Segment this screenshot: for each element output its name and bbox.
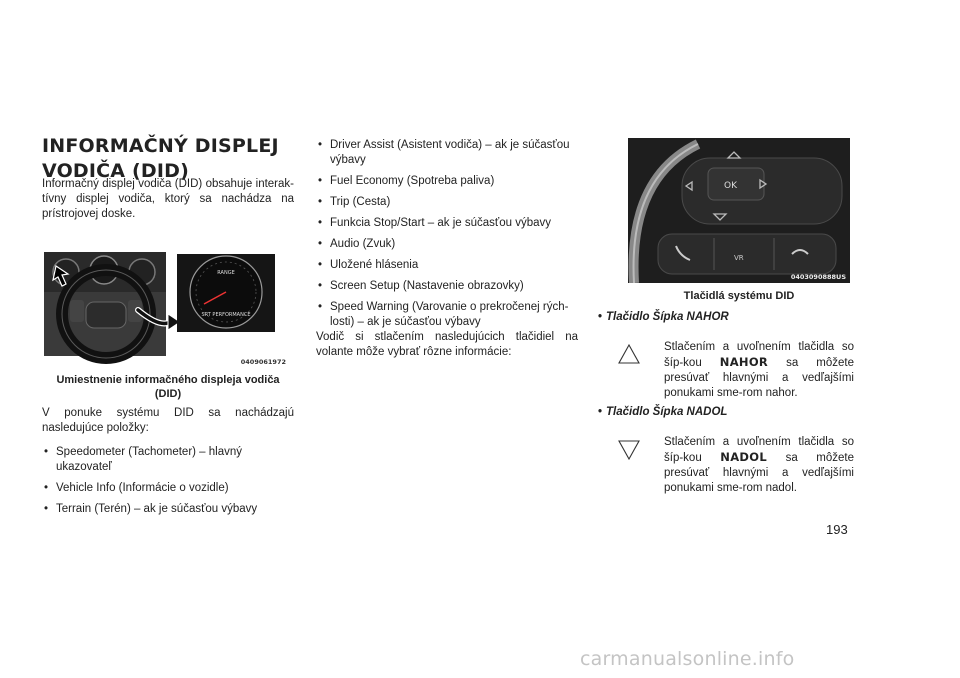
button-down-description: Stlačením a uvoľnením tlačidla so šíp-kou NADOL sa môžete presúvať hlavnými a vedľajšími ponukami sme-rom nadol.	[664, 435, 854, 494]
gauge-performance-text: SRT PERFORMANCE	[201, 312, 251, 318]
button-up-keyword: NAHOR	[719, 354, 769, 369]
list-item: • Fuel Economy (Spotreba paliva)	[316, 174, 578, 189]
list-item: • Vehicle Info (Informácie o vozidle)	[42, 481, 294, 496]
button-down-heading: • Tlačidlo Šípka NADOL	[598, 406, 728, 418]
button-down-keyword: NADOL	[720, 449, 767, 464]
did-figure-caption: Umiestnenie informačného displeja vodiča (DID)	[56, 374, 280, 400]
wheel-figure-code: 0403090888US	[790, 273, 846, 281]
list-item: • Terrain (Terén) – ak je súčasťou výbavy	[42, 502, 294, 517]
menu-list-mid	[316, 138, 578, 336]
button-up-heading: • Tlačidlo Šípka NAHOR	[598, 311, 729, 323]
page-title-line-2: VODIČA (DID)	[42, 160, 190, 182]
list-item: • Speedometer (Tachometer) – hlavný ukazovateľ	[42, 445, 294, 475]
ok-button-label: OK	[724, 181, 737, 191]
button-up-title: Tlačidlo Šípka NAHOR	[606, 311, 729, 323]
arrow-up-icon	[618, 344, 640, 364]
list-item: • Driver Assist (Asistent vodiča) – ak je súčasťou výbavy	[316, 138, 578, 168]
menu-list-left	[42, 445, 294, 523]
watermark: carmanualsonline.info	[580, 648, 795, 670]
list-item: • Uložené hlásenia	[316, 258, 578, 273]
button-down-title: Tlačidlo Šípka NADOL	[606, 406, 728, 418]
did-figure-code: 0409061972	[240, 358, 286, 366]
wheel-figure-caption: Tlačidlá systému DID	[683, 290, 795, 302]
selection-paragraph: Vodič si stlačením nasledujúcich tlačidiel na volante môže vybrať rôzne informácie:	[316, 331, 578, 358]
intro-paragraph: Informačný displej vodiča (DID) obsahuje interak-tívny displej vodiča, ktorý sa nachádza na prístrojovej doske.	[42, 178, 294, 220]
page-number: 193	[826, 522, 848, 537]
list-item: • Audio (Zvuk)	[316, 237, 578, 252]
vr-button-label: VR	[734, 254, 744, 262]
button-up-description: Stlačením a uvoľnením tlačidla so šíp-kou NAHOR sa môžete presúvať hlavnými a vedľajšími ponukami sme-rom nahor.	[664, 340, 854, 399]
gauge-range-text: RANGE	[217, 270, 235, 276]
did-buttons-figure	[628, 138, 850, 283]
arrow-down-icon	[618, 440, 640, 460]
list-item: • Speed Warning (Varovanie o prekročenej rých-losti) – ak je súčasťou výbavy	[316, 300, 578, 330]
menu-intro-paragraph: V ponuke systému DID sa nachádzajú nasledujúce položky:	[42, 407, 294, 434]
list-item: • Funkcia Stop/Start – ak je súčasťou výbavy	[316, 216, 578, 231]
page-title-line-1: INFORMAČNÝ DISPLEJ	[42, 135, 279, 157]
did-location-figure	[42, 244, 294, 371]
list-item: • Trip (Cesta)	[316, 195, 578, 210]
list-item: • Screen Setup (Nastavenie obrazovky)	[316, 279, 578, 294]
